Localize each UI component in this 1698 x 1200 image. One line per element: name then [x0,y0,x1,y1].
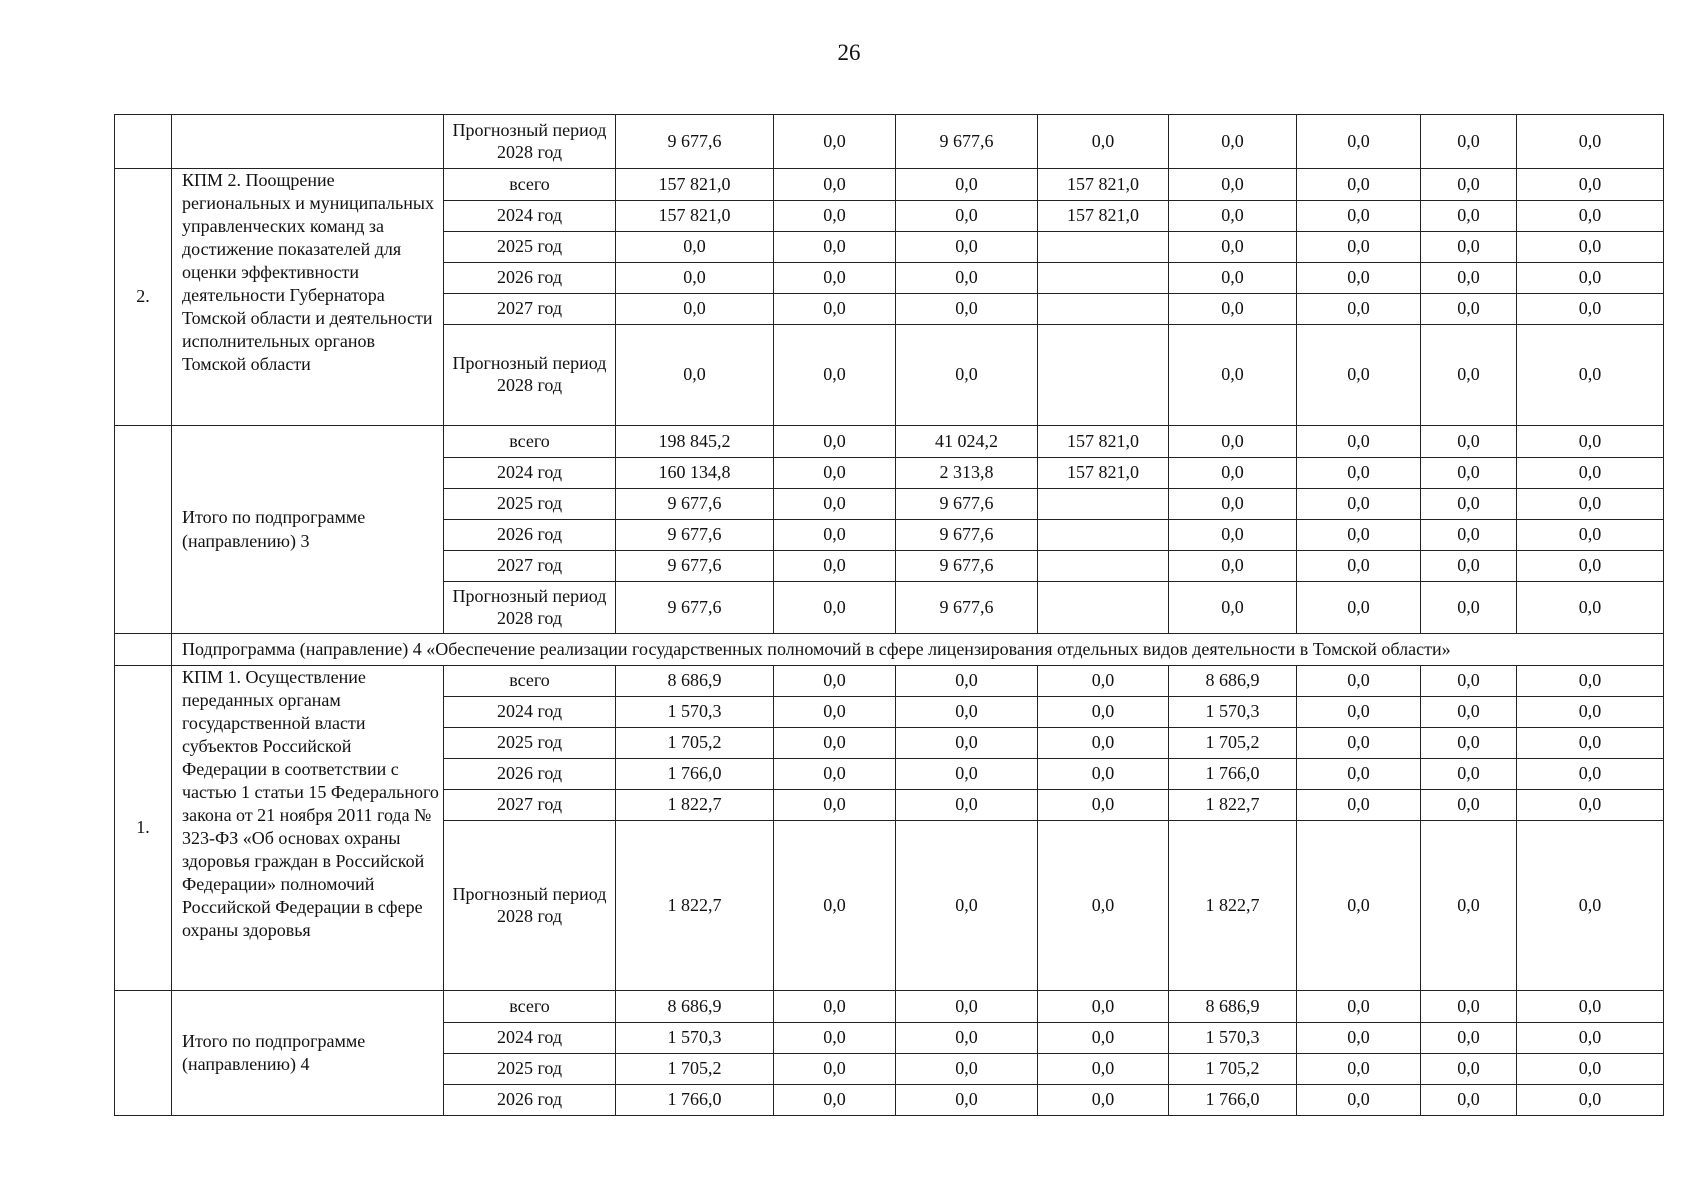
period-cell: 2024 год [444,458,616,489]
period-cell: 2025 год [444,489,616,520]
table-row [115,169,1664,201]
value-cell: 0,0 [1038,759,1169,790]
value-cell: 0,0 [1517,458,1664,489]
value-cell: 0,0 [1517,263,1664,294]
value-cell: 0,0 [1169,325,1297,426]
value-cell: 0,0 [774,520,896,551]
value-cell: 0,0 [1517,294,1664,325]
value-cell: 157 821,0 [616,201,774,232]
measure-name-cell: КПМ 1. Осуществление переданных органам государственной власти субъектов Российской Федерации в соответствии с частью 1 статьи 15 Федерального закона от 21 ноября 2011 года № 323-ФЗ «Об основах охраны здоровья граждан в Российской Федерации» полномочий Российской Федерации в сфере охраны здоровья [172,666,444,991]
period-cell: 2026 год [444,263,616,294]
value-cell: 0,0 [1421,489,1517,520]
value-cell: 0,0 [1421,294,1517,325]
value-cell: 0,0 [774,169,896,201]
value-cell: 0,0 [774,458,896,489]
value-cell: 157 821,0 [1038,201,1169,232]
value-cell: 0,0 [774,232,896,263]
value-cell: 0,0 [1038,728,1169,759]
period-cell: Прогнозный период 2028 год [444,821,616,991]
value-cell: 0,0 [1169,232,1297,263]
value-cell: 0,0 [1038,1054,1169,1085]
period-cell: Прогнозный период 2028 год [444,115,616,169]
value-cell: 0,0 [1297,1023,1421,1054]
value-cell: 0,0 [896,790,1038,821]
value-cell: 0,0 [1169,263,1297,294]
value-cell: 8 686,9 [616,991,774,1023]
value-cell: 0,0 [1421,232,1517,263]
value-cell: 0,0 [1038,1023,1169,1054]
value-cell: 1 822,7 [616,821,774,991]
value-cell: 0,0 [896,821,1038,991]
value-cell: 41 024,2 [896,426,1038,458]
value-cell: 198 845,2 [616,426,774,458]
value-cell: 0,0 [1297,582,1421,634]
value-cell [1038,551,1169,582]
value-cell: 0,0 [1421,263,1517,294]
value-cell: 0,0 [1517,821,1664,991]
value-cell: 0,0 [1421,759,1517,790]
row-number-cell: 2. [115,169,172,426]
value-cell: 1 705,2 [1169,1054,1297,1085]
value-cell: 0,0 [1421,582,1517,634]
value-cell: 1 822,7 [1169,821,1297,991]
value-cell: 0,0 [1421,1085,1517,1116]
value-cell: 0,0 [1517,728,1664,759]
value-cell [1038,582,1169,634]
value-cell: 0,0 [1169,426,1297,458]
value-cell: 0,0 [1517,325,1664,426]
value-cell: 0,0 [1297,697,1421,728]
period-cell: 2024 год [444,201,616,232]
period-cell: 2025 год [444,232,616,263]
value-cell: 157 821,0 [616,169,774,201]
value-cell: 0,0 [774,1085,896,1116]
value-cell: 0,0 [774,666,896,697]
total-name-cell: Итого по подпрограмме (направлению) 3 [172,426,444,634]
value-cell: 0,0 [1517,1054,1664,1085]
value-cell: 0,0 [616,263,774,294]
value-cell: 157 821,0 [1038,458,1169,489]
value-cell: 0,0 [1517,115,1664,169]
row-number-cell [115,634,172,666]
value-cell: 0,0 [1297,115,1421,169]
value-cell: 0,0 [1169,201,1297,232]
value-cell: 0,0 [896,1085,1038,1116]
period-cell: 2027 год [444,294,616,325]
value-cell: 0,0 [1421,1054,1517,1085]
value-cell: 0,0 [774,697,896,728]
value-cell: 0,0 [1297,551,1421,582]
value-cell: 0,0 [1517,201,1664,232]
value-cell: 0,0 [774,201,896,232]
value-cell: 0,0 [774,821,896,991]
value-cell: 0,0 [774,1054,896,1085]
value-cell: 0,0 [1297,201,1421,232]
value-cell: 0,0 [1169,551,1297,582]
value-cell: 0,0 [1421,115,1517,169]
value-cell: 160 134,8 [616,458,774,489]
period-cell: 2026 год [444,1085,616,1116]
value-cell: 0,0 [1038,115,1169,169]
value-cell: 157 821,0 [1038,169,1169,201]
value-cell: 0,0 [1297,426,1421,458]
table-row [115,426,1664,458]
measure-name-cell: КПМ 2. Поощрение региональных и муниципальных управленческих команд за достижение показателей для оценки эффективности деятельности Губернатора Томской области и деятельности исполнительных органов Томской области [172,169,444,426]
row-number-cell [115,115,172,169]
value-cell: 0,0 [1169,169,1297,201]
value-cell: 9 677,6 [896,551,1038,582]
value-cell: 0,0 [1297,232,1421,263]
row-name-cell [172,115,444,169]
value-cell: 0,0 [1297,759,1421,790]
value-cell: 0,0 [896,728,1038,759]
value-cell: 0,0 [774,551,896,582]
value-cell: 1 705,2 [616,728,774,759]
period-cell: 2024 год [444,697,616,728]
value-cell: 0,0 [1517,991,1664,1023]
value-cell: 0,0 [616,294,774,325]
value-cell: 0,0 [1517,489,1664,520]
value-cell: 1 705,2 [616,1054,774,1085]
value-cell: 9 677,6 [896,489,1038,520]
value-cell: 9 677,6 [616,551,774,582]
value-cell: 0,0 [1169,294,1297,325]
value-cell: 0,0 [896,325,1038,426]
value-cell: 0,0 [1297,728,1421,759]
value-cell: 0,0 [1517,697,1664,728]
value-cell: 1 570,3 [1169,697,1297,728]
value-cell: 0,0 [1421,666,1517,697]
value-cell: 0,0 [896,232,1038,263]
value-cell [1038,520,1169,551]
value-cell: 0,0 [774,115,896,169]
value-cell: 0,0 [1038,790,1169,821]
value-cell: 0,0 [1038,821,1169,991]
value-cell: 0,0 [1297,1085,1421,1116]
value-cell [1038,232,1169,263]
value-cell: 0,0 [1421,201,1517,232]
table-row [115,634,1664,666]
value-cell: 8 686,9 [1169,666,1297,697]
period-cell: 2025 год [444,1054,616,1085]
value-cell: 0,0 [1421,728,1517,759]
page-number: 26 [837,40,861,65]
value-cell: 0,0 [774,489,896,520]
value-cell: 0,0 [616,325,774,426]
value-cell: 0,0 [1517,666,1664,697]
row-number-cell: 1. [115,666,172,991]
value-cell: 0,0 [1421,325,1517,426]
value-cell [1038,489,1169,520]
value-cell: 1 570,3 [1169,1023,1297,1054]
value-cell: 0,0 [1517,790,1664,821]
value-cell: 0,0 [896,1054,1038,1085]
value-cell: 1 570,3 [616,1023,774,1054]
value-cell: 0,0 [896,1023,1038,1054]
value-cell: 2 313,8 [896,458,1038,489]
value-cell: 0,0 [1169,489,1297,520]
period-cell: 2027 год [444,790,616,821]
period-cell: 2025 год [444,728,616,759]
value-cell: 0,0 [1169,458,1297,489]
value-cell: 0,0 [1421,426,1517,458]
value-cell: 0,0 [896,169,1038,201]
value-cell: 0,0 [1421,1023,1517,1054]
period-cell: 2026 год [444,520,616,551]
value-cell: 0,0 [1297,294,1421,325]
period-cell: Прогнозный период 2028 год [444,582,616,634]
value-cell [1038,325,1169,426]
value-cell: 0,0 [1517,582,1664,634]
value-cell: 0,0 [1297,458,1421,489]
value-cell: 0,0 [896,666,1038,697]
value-cell: 0,0 [774,263,896,294]
table-row [115,991,1664,1023]
value-cell: 0,0 [1517,520,1664,551]
value-cell: 1 822,7 [616,790,774,821]
value-cell: 157 821,0 [1038,426,1169,458]
value-cell: 0,0 [616,232,774,263]
value-cell: 0,0 [1297,325,1421,426]
value-cell: 8 686,9 [616,666,774,697]
value-cell: 0,0 [774,582,896,634]
value-cell: 0,0 [1297,263,1421,294]
value-cell: 1 766,0 [616,759,774,790]
value-cell: 0,0 [1421,520,1517,551]
value-cell: 0,0 [1297,821,1421,991]
value-cell: 1 570,3 [616,697,774,728]
value-cell: 0,0 [1421,821,1517,991]
value-cell: 0,0 [1517,1023,1664,1054]
value-cell: 0,0 [1421,790,1517,821]
value-cell: 0,0 [774,759,896,790]
value-cell: 9 677,6 [616,520,774,551]
value-cell: 1 766,0 [616,1085,774,1116]
value-cell [1038,294,1169,325]
value-cell: 8 686,9 [1169,991,1297,1023]
value-cell: 0,0 [1297,666,1421,697]
value-cell: 0,0 [1421,991,1517,1023]
period-cell: всего [444,426,616,458]
value-cell: 0,0 [896,759,1038,790]
table-row [115,115,1664,169]
value-cell: 0,0 [896,263,1038,294]
period-cell: Прогнозный период 2028 год [444,325,616,426]
value-cell: 1 766,0 [1169,1085,1297,1116]
value-cell: 0,0 [1297,520,1421,551]
value-cell: 0,0 [774,991,896,1023]
value-cell: 0,0 [1517,232,1664,263]
value-cell: 0,0 [774,790,896,821]
value-cell: 0,0 [1421,169,1517,201]
value-cell: 0,0 [1169,582,1297,634]
value-cell: 1 705,2 [1169,728,1297,759]
period-cell: 2026 год [444,759,616,790]
value-cell: 1 822,7 [1169,790,1297,821]
value-cell: 9 677,6 [616,582,774,634]
row-number-cell [115,426,172,634]
value-cell: 0,0 [1517,551,1664,582]
value-cell: 0,0 [1297,790,1421,821]
table-row [115,666,1664,697]
period-cell: всего [444,666,616,697]
value-cell: 0,0 [1038,666,1169,697]
value-cell: 0,0 [774,325,896,426]
period-cell: всего [444,169,616,201]
period-cell: 2027 год [444,551,616,582]
value-cell: 0,0 [896,697,1038,728]
value-cell: 9 677,6 [896,520,1038,551]
value-cell: 0,0 [1421,551,1517,582]
value-cell: 0,0 [1421,458,1517,489]
value-cell: 0,0 [774,1023,896,1054]
value-cell: 0,0 [774,426,896,458]
value-cell: 0,0 [1297,991,1421,1023]
value-cell: 9 677,6 [616,489,774,520]
value-cell [1038,263,1169,294]
period-cell: 2024 год [444,1023,616,1054]
value-cell: 0,0 [774,294,896,325]
value-cell: 0,0 [1038,1085,1169,1116]
value-cell: 0,0 [896,201,1038,232]
value-cell: 1 766,0 [1169,759,1297,790]
period-cell: всего [444,991,616,1023]
value-cell: 0,0 [1297,489,1421,520]
subprogram-title: Подпрограмма (направление) 4 «Обеспечение реализации государственных полномочий в сфере лицензирования отдельных видов деятельности в Томской области» [172,634,1664,666]
value-cell: 0,0 [1517,1085,1664,1116]
value-cell: 9 677,6 [616,115,774,169]
value-cell: 0,0 [1297,169,1421,201]
value-cell: 9 677,6 [896,582,1038,634]
value-cell: 0,0 [1517,759,1664,790]
value-cell: 0,0 [896,991,1038,1023]
value-cell: 0,0 [1421,697,1517,728]
total-name-cell: Итого по подпрограмме (направлению) 4 [172,991,444,1116]
value-cell: 0,0 [1517,169,1664,201]
value-cell: 0,0 [896,294,1038,325]
value-cell: 0,0 [1297,1054,1421,1085]
value-cell: 0,0 [1169,115,1297,169]
value-cell: 0,0 [1517,426,1664,458]
value-cell: 0,0 [1038,697,1169,728]
value-cell: 0,0 [1169,520,1297,551]
value-cell: 0,0 [774,728,896,759]
value-cell: 0,0 [1038,991,1169,1023]
row-number-cell [115,991,172,1116]
value-cell: 9 677,6 [896,115,1038,169]
financing-table [114,114,1664,1116]
